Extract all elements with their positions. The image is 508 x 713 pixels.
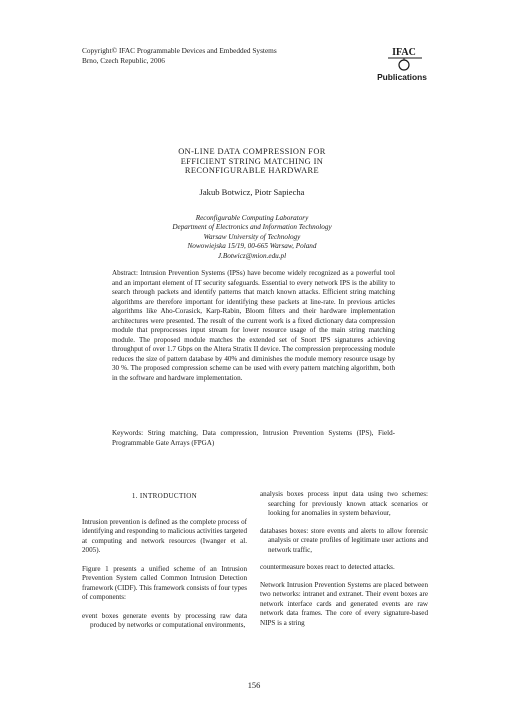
conference-header-line2: Brno, Czech Republic, 2006 — [82, 55, 165, 65]
intro-paragraph-1: Intrusion prevention is defined as the complete process of identifying and responding to malicious activities targeted at computing and network resources (Iwanger et al. 2005). — [82, 517, 247, 554]
ifac-emblem-icon — [366, 44, 438, 74]
affiliation-email: J.Botwicz@mion.edu.pl — [217, 251, 287, 260]
intro-paragraph-3: Network Intrusion Prevention Systems are placed between two networks: intranet and extranet. Their event boxes are network interface cards and generated events are raw network data frames. The core of every signature-based NIPS is a string — [260, 580, 428, 627]
affiliation-line3: Warsaw University of Technology — [203, 232, 301, 241]
list-item-database-boxes: databases boxes: store events and alerts to allow forensic analysis or create profiles of legitimate user actions and network traffic, — [260, 526, 428, 554]
affiliation — [82, 214, 422, 261]
right-column — [260, 490, 428, 637]
affiliation-line2: Department of Electronics and Information Technology — [172, 223, 332, 232]
title-line3: RECONFIGURABLE HARDWARE — [184, 166, 320, 176]
conference-header-line1: Copyright© IFAC Programmable Devices and Embedded Systems — [82, 46, 277, 55]
list-item-event-boxes: event boxes generate events by processing raw data produced by networks or computational environments, — [82, 611, 247, 629]
affiliation-line1: Reconfigurable Computing Laboratory — [195, 214, 309, 222]
authors: Jakub Botwicz, Piotr Sapiecha — [199, 187, 305, 197]
intro-paragraph-2: Figure 1 presents a unified scheme of an Intrusion Prevention System called Common Intrusion Detection framework (CIDF). This framework consists of four types of components: — [82, 564, 247, 601]
list-item-analysis-boxes: analysis boxes process input data using two schemes: searching for previously known attack scenarios or looking for anomalies in system behaviour, — [260, 490, 428, 517]
conference-header — [82, 46, 277, 65]
abstract: Abstract: Intrusion Prevention Systems (IPSs) have become widely recognized as a powerful tool and an important element of IT security safeguards. Essential to every network IPS is the ability to search through packets and identify patterns that match known attacks. Efficient string matching algorithms are therefore important for identifying these packets at line-rate. In previous articles algorithms like Aho-Corasick, Karp-Rabin, Bloom filters and their hardware implementation architectures were presented. The result of the current work is a fixed dictionary data compression module that preprocesses input stream for lower resource usage of the main string matching module. The proposed module matches the extended set of Snort IPS signatures achieving throughput of over 1.7 Gbps on the Altera Stratix II device. The compression preprocessing module reduces the size of pattern database by 40% and diminishes the module memory resource usage by 30 %. The proposed compression scheme can be used with every pattern matching algorithm, both in the software and hardware implementation. — [112, 269, 395, 382]
paper-title — [82, 147, 422, 176]
affiliation-line4: Nowowiejska 15/19, 00-665 Warsaw, Poland — [187, 242, 317, 251]
svg-text:IFAC: IFAC — [392, 47, 416, 58]
title-line1: ON-LINE DATA COMPRESSION FOR — [178, 147, 326, 156]
title-line2: EFFICIENT STRING MATCHING IN — [180, 156, 324, 166]
keywords: Keywords: String matching, Data compression, Intrusion Prevention Systems (IPS), Field-Programmable Gate Arrays (FPGA) — [112, 429, 395, 447]
left-column — [82, 490, 247, 639]
list-item-countermeasure-boxes: countermeasure boxes react to detected attacks. — [260, 563, 395, 571]
section-heading: 1. INTRODUCTION — [131, 492, 198, 500]
logo-publications-label: Publications — [377, 72, 427, 82]
page-number: 156 — [247, 681, 261, 690]
ifac-logo — [366, 44, 438, 86]
